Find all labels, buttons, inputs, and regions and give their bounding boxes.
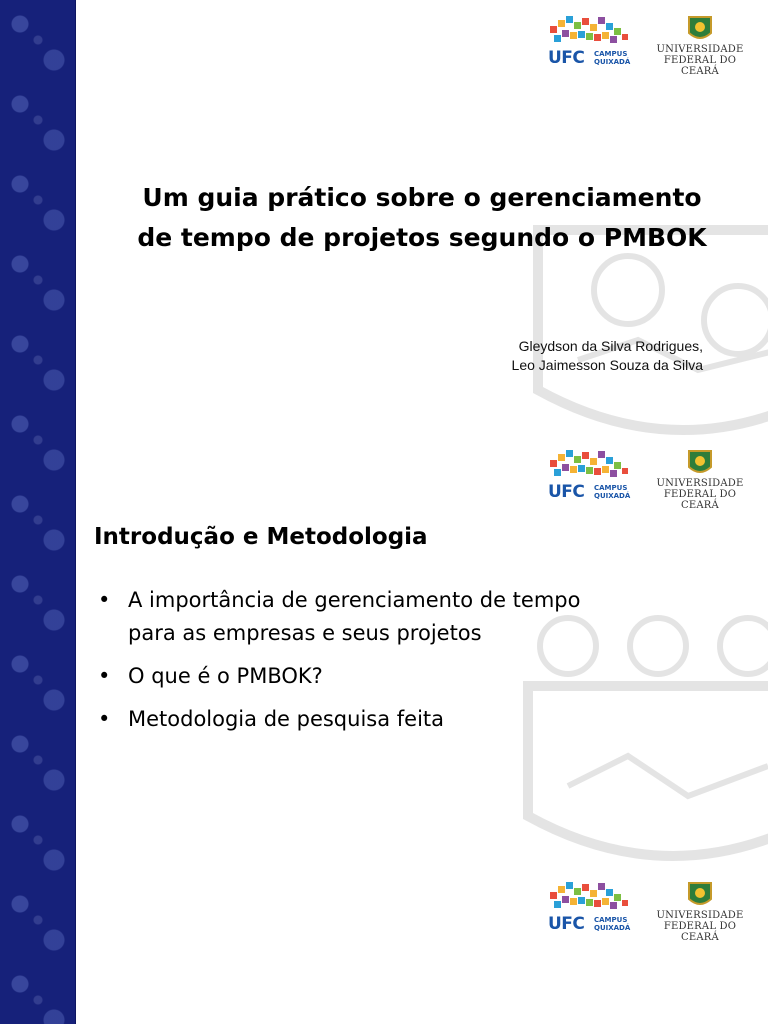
ufc-wordmark: UFC <box>548 48 585 68</box>
ufc-wordmark: UFC <box>548 914 585 934</box>
ufc-university-logo <box>648 14 752 77</box>
bullet-item: • A importância de gerenciamento de tempo para as empresas e seus projetos <box>98 584 698 650</box>
ufc-wordmark: UFC <box>548 482 585 502</box>
university-crest-icon <box>686 880 714 910</box>
ufc-university-logo <box>648 448 752 511</box>
ufc-quixada-logo <box>548 14 630 72</box>
ufc-university-logo <box>648 880 752 943</box>
title-slide <box>76 0 768 436</box>
author-name: Gleydson da Silva Rodrigues, <box>518 338 703 354</box>
intro-slide <box>76 436 768 866</box>
bullet-list <box>98 584 698 746</box>
header-logos <box>548 14 752 77</box>
campus-label: CAMPUS QUIXADÁ <box>594 916 631 932</box>
campus-label: CAMPUS QUIXADÁ <box>594 50 631 66</box>
header-logos <box>548 448 752 511</box>
section-heading: Introdução e Metodologia <box>94 524 428 550</box>
author-name: Leo Jaimesson Souza da Silva <box>511 357 703 373</box>
university-crest-icon <box>686 448 714 478</box>
university-name: UNIVERSIDADE FEDERAL DO CEARÁ <box>656 44 744 77</box>
university-crest-icon <box>686 14 714 44</box>
university-name: UNIVERSIDADE FEDERAL DO CEARÁ <box>656 478 744 511</box>
presentation-title: Um guia prático sobre o gerenciamento de tempo de projetos segundo o PMBOK <box>137 183 707 252</box>
bullet-item: • O que é o PMBOK? <box>98 660 698 693</box>
decorative-side-band <box>0 0 76 1024</box>
ufc-quixada-logo <box>548 880 630 938</box>
bullet-item: • Metodologia de pesquisa feita <box>98 703 698 736</box>
header-logos <box>548 880 752 943</box>
authors-block <box>512 337 703 375</box>
university-name: UNIVERSIDADE FEDERAL DO CEARÁ <box>656 910 744 943</box>
ufc-quixada-logo <box>548 448 630 506</box>
third-slide-partial <box>76 866 768 1024</box>
campus-label: CAMPUS QUIXADÁ <box>594 484 631 500</box>
